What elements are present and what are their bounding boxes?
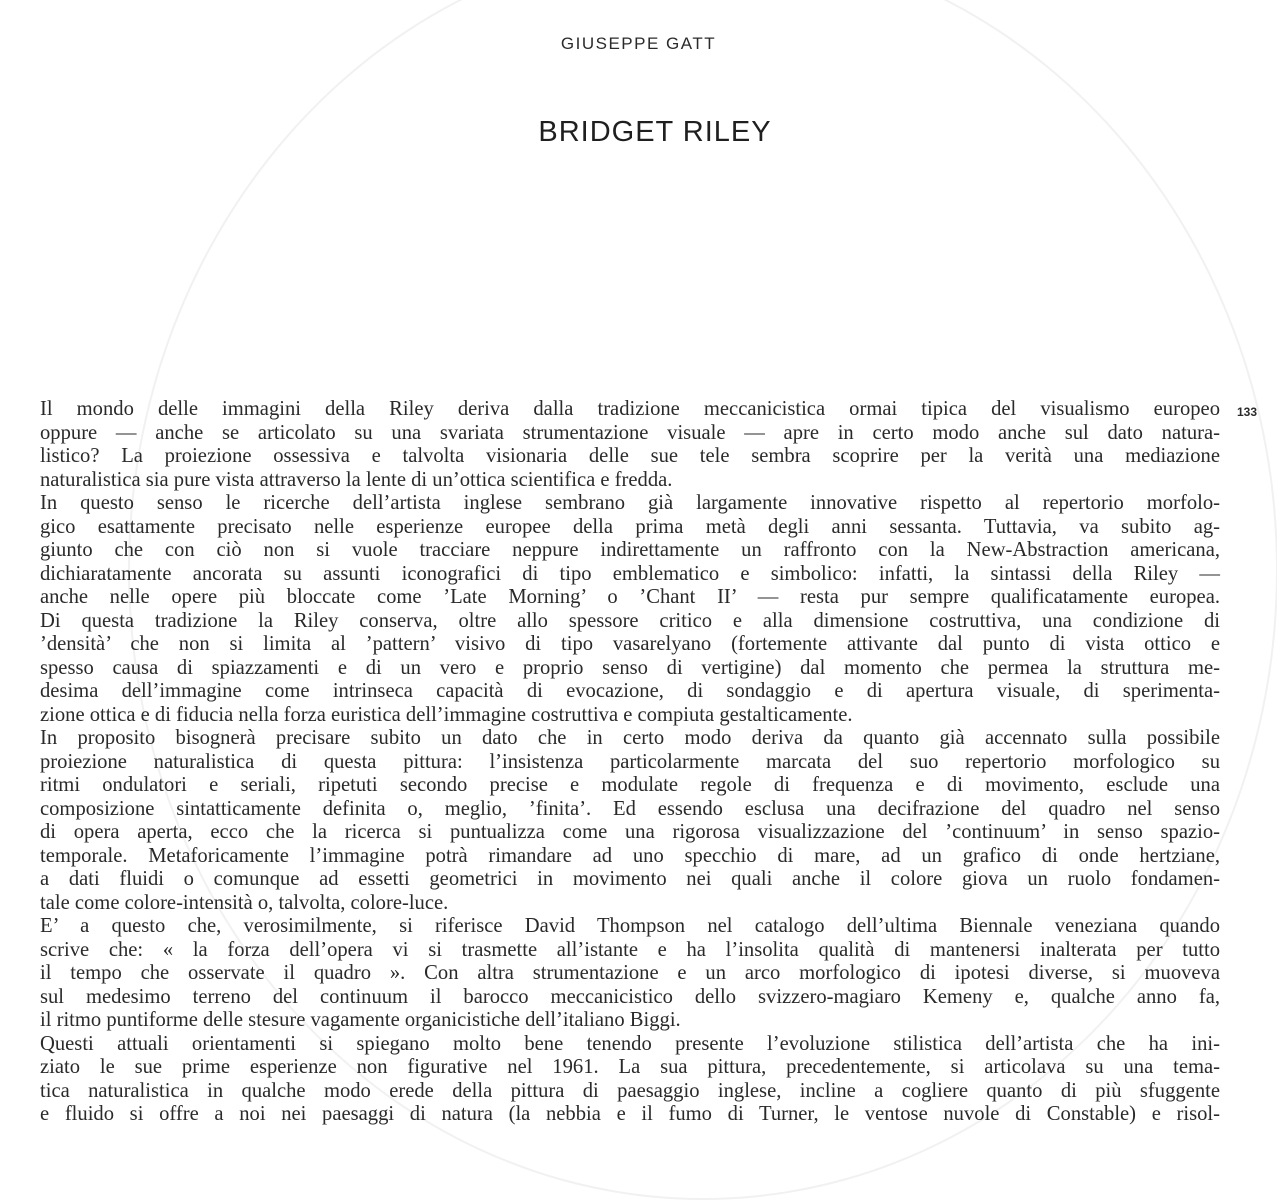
- text-line: oppure — anche se articolato su una svariata strumentazione visuale — apre in certo modo anche sul dato natura-: [40, 421, 1220, 444]
- author-name: GIUSEPPE GATT: [560, 34, 717, 53]
- text-line: Questi attuali orientamenti si spiegano molto bene tenendo presente l’evoluzione stilistica dell’artista che ha ini-: [40, 1032, 1220, 1055]
- text-line: e fluido si offre a noi nei paesaggi di natura (la nebbia e il fumo di Turner, le ventose nuvole di Constable) e risol-: [40, 1103, 1220, 1125]
- text-line: In proposito bisognerà precisare subito un dato che in certo modo deriva da quanto già accennato sulla possibile: [40, 727, 1220, 749]
- text-line: sul medesimo terreno del continuum il barocco meccanicistico dello svizzero-magiaro Kemeny e, qualche anno fa,: [40, 985, 1220, 1008]
- text-line: il ritmo puntiforme delle stesure vagamente organicistiche dell’italiano Biggi.: [40, 1009, 681, 1031]
- text-line: il tempo che osservate il quadro ». Con altra strumentazione e un arco morfologico di ipotesi diverse, si muoveva: [40, 962, 1220, 984]
- text-line: E’ a questo che, verosimilmente, si riferisce David Thompson nel catalogo dell’ultima Biennale veneziana quando: [40, 915, 1220, 937]
- text-line: naturalistica sia pure vista attraverso la lente di un’ottica scientifica e fredda.: [40, 468, 673, 491]
- text-line: desima dell’immagine come intrinseca capacità di evocazione, di sondaggio e di apertura visuale, di sperimenta-: [40, 680, 1220, 702]
- page-number: 133: [1237, 405, 1258, 419]
- text-line: giunto che con ciò non si vuole tracciare neppure indirettamente un raffronto con la New-Abstraction americana,: [40, 539, 1220, 561]
- text-line: scrive che: « la forza dell’opera vi si trasmette all’istante e ha l’insolita qualità di mantenersi inalterata per tutto: [40, 938, 1220, 961]
- text-line: composizione sintatticamente definita o, meglio, ’finita’. Ed essendo esclusa una decifrazione del quadro nel senso: [40, 797, 1220, 820]
- text-line: proiezione naturalistica di questa pittura: l’insistenza particolarmente marcata del suo repertorio morfologico su: [40, 750, 1220, 773]
- text-line: zione ottica e di fiducia nella forza euristica dell’immagine costruttiva e compiuta gestalticamente.: [40, 703, 853, 726]
- article-title: BRIDGET RILEY: [538, 116, 772, 148]
- text-line: Di questa tradizione la Riley conserva, oltre allo spessore critico e alla dimensione costruttiva, una condizione di: [40, 609, 1220, 632]
- text-line: ziato le sue prime esperienze non figurative nel 1961. La sua pittura, precedentemente, si articolava su una tema-: [40, 1056, 1220, 1078]
- text-line: temporale. Metaforicamente l’immagine potrà rimandare ad uno specchio di mare, ad un grafico di onde hertziane,: [40, 844, 1220, 867]
- article-body: [40, 398, 1220, 1127]
- text-line: ’densità’ che non si limita al ’pattern’ visivo di tipo vasarelyano (fortemente attivante dal punto di vista ottico e: [40, 633, 1220, 655]
- text-line: a dati fluidi o comunque ad essetti geometrici in movimento nei quali anche il colore giova un ruolo fondamen-: [40, 868, 1220, 890]
- text-line: tale come colore-intensità o, talvolta, colore-luce.: [40, 891, 449, 914]
- text-line: Il mondo delle immagini della Riley deriva dalla tradizione meccanicistica ormai tipica del visualismo europeo: [40, 398, 1220, 420]
- text-line: ritmi ondulatori e seriali, ripetuti secondo precise e modulate regole di frequenza e di movimento, esclude una: [40, 774, 1220, 796]
- text-line: gico esattamente precisato nelle esperienze europee della prima metà degli anni sessanta. Tuttavia, va subito ag-: [40, 515, 1220, 538]
- text-line: anche nelle opere più bloccate come ’Late Morning’ o ’Chant II’ — resta pur sempre qualificatamente europea.: [40, 586, 1220, 608]
- text-line: dichiaratamente ancorata su assunti iconografici di tipo emblematico e simbolico: infatti, la sintassi della Riley —: [40, 562, 1220, 585]
- text-line: In questo senso le ricerche dell’artista inglese sembrano già largamente innovative rispetto al repertorio morfolo-: [40, 492, 1220, 514]
- text-line: listico? La proiezione ossessiva e talvolta visionaria delle sue tele sembra scoprire per la verità una mediazione: [40, 445, 1220, 467]
- text-line: di opera aperta, ecco che la ricerca si puntualizza come una rigorosa visualizzazione del ’continuum’ in senso spazio-: [40, 821, 1220, 843]
- text-line: spesso causa di spiazzamenti e di un vero e proprio senso di vertigine) dal momento che permea la struttura me-: [40, 656, 1220, 679]
- text-line: tica naturalistica in qualche modo erede della pittura di paesaggio inglese, incline a cogliere quanto di più sfuggente: [40, 1079, 1220, 1102]
